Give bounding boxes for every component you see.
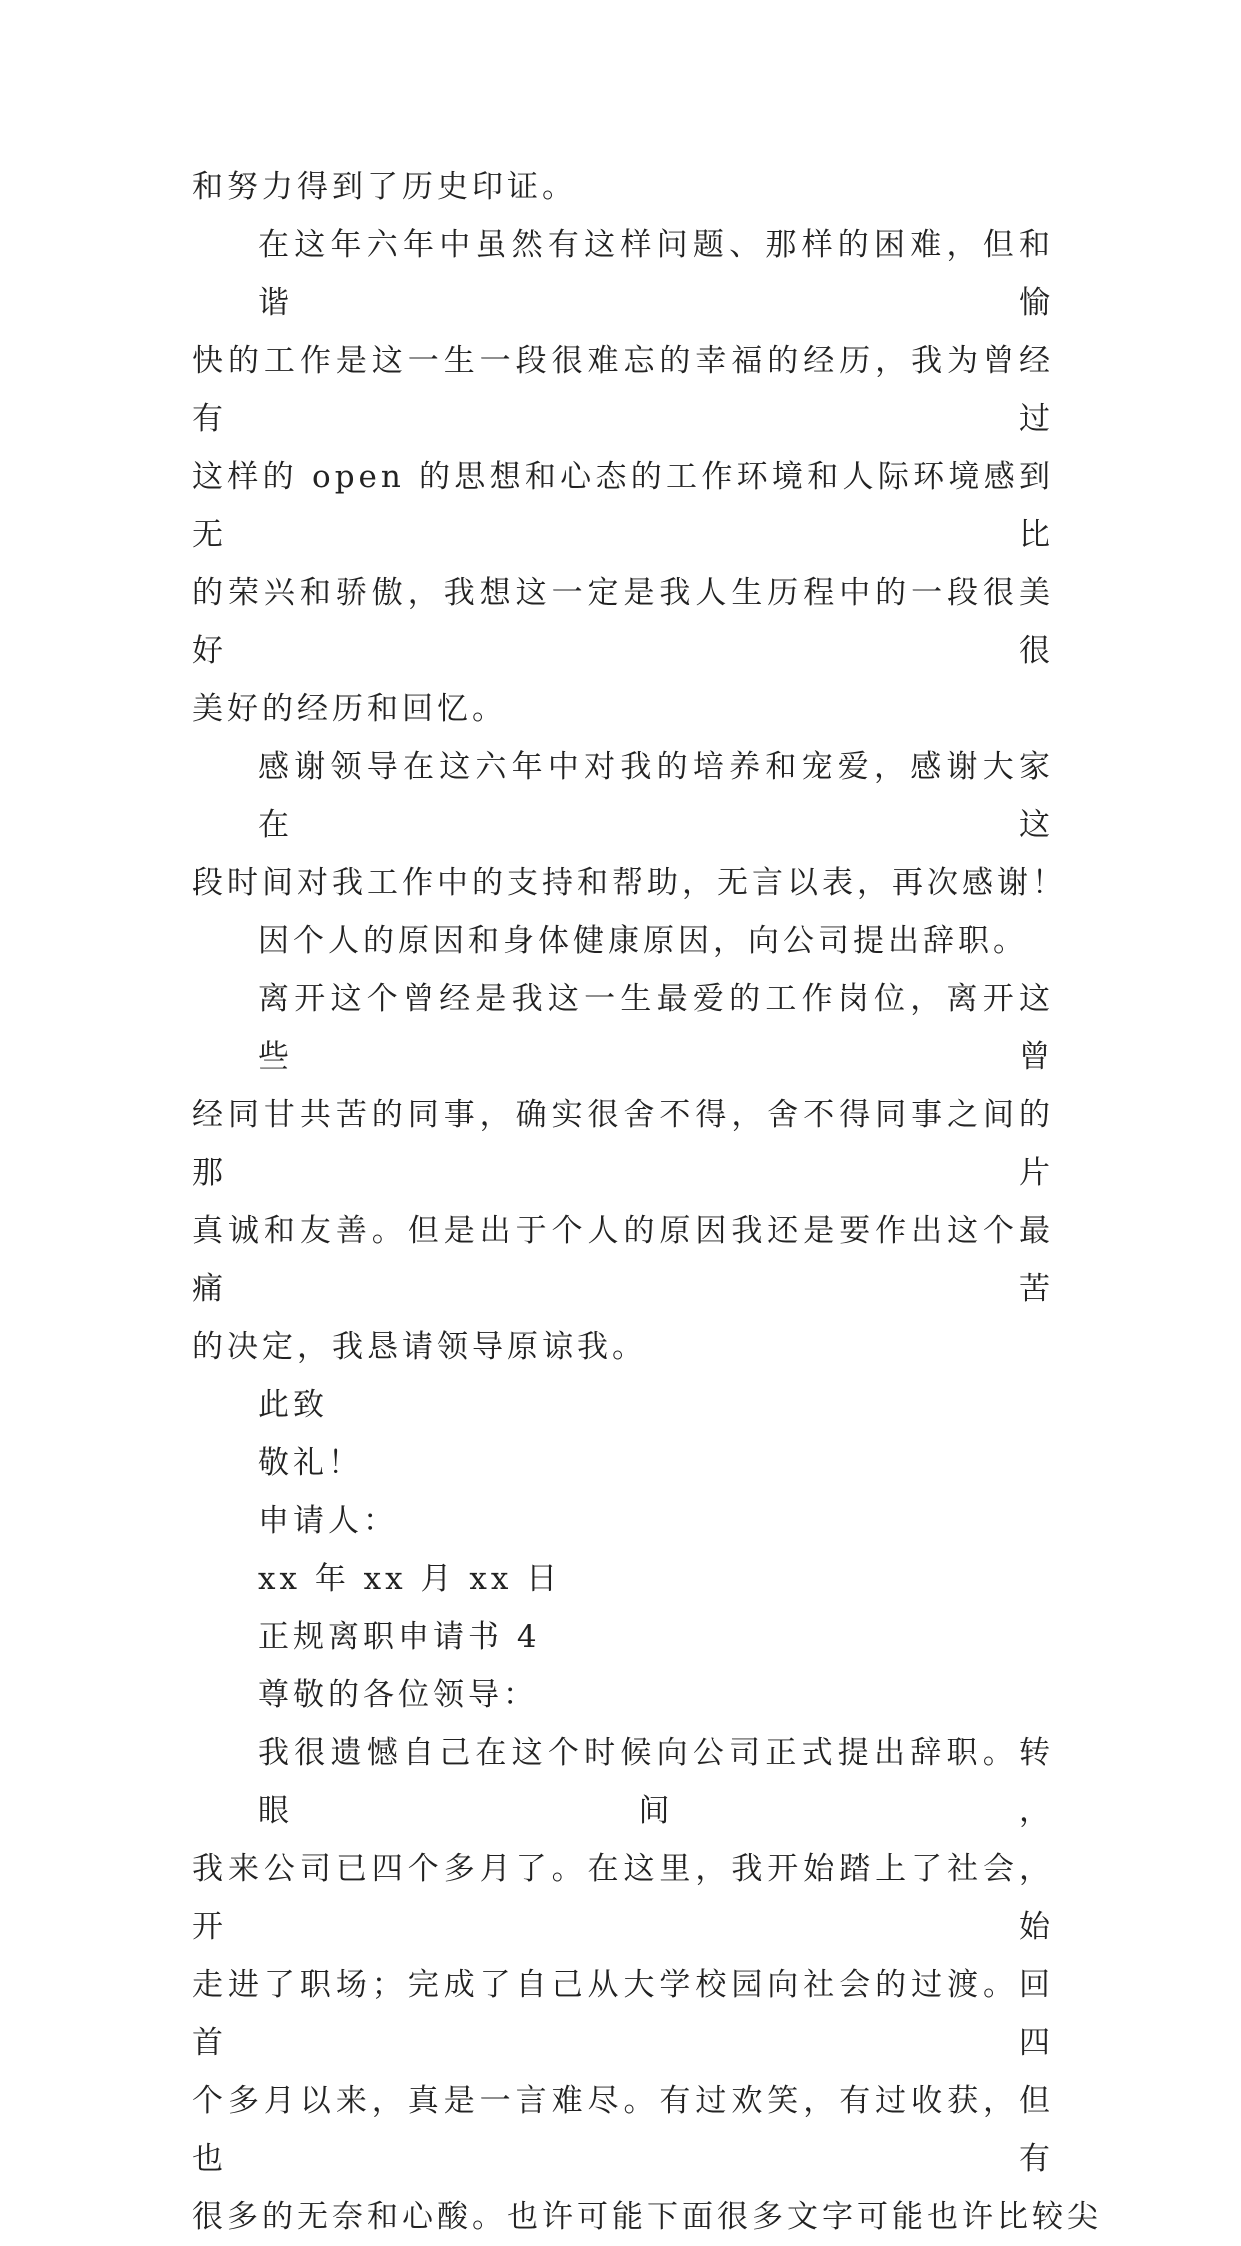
text-line: 很多的无奈和心酸。也许可能下面很多文字可能也许比较尖 (192, 2199, 1102, 2235)
paragraph (192, 1608, 1054, 1666)
paragraph (192, 970, 1054, 1376)
text-line: 在这年六年中虽然有这样问题、那样的困难，但和谐愉 (258, 227, 1054, 321)
paragraph (192, 1724, 1102, 2246)
paragraph (192, 216, 1054, 738)
paragraph (192, 912, 1054, 970)
text-line: 我很遗憾自己在这个时候向公司正式提出辞职。转眼间， (258, 1735, 1054, 1829)
text-line: 美好的经历和回忆。 (192, 691, 507, 727)
text-line: 此致 (258, 1387, 328, 1423)
text-line: 申请人： (258, 1503, 398, 1539)
text-line: xx 年 xx 月 xx 日 (258, 1561, 562, 1597)
text-line: 的荣兴和骄傲，我想这一定是我人生历程中的一段很美好很 (192, 575, 1054, 669)
text-line: 因个人的原因和身体健康原因，向公司提出辞职。 (258, 923, 1028, 959)
text-line: 快的工作是这一生一段很难忘的幸福的经历，我为曾经有过 (192, 343, 1054, 437)
document-body (192, 158, 1102, 2246)
text-line: 经同甘共苦的同事，确实很舍不得，舍不得同事之间的那片 (192, 1097, 1054, 1191)
paragraph (192, 1434, 1054, 1492)
paragraph (192, 1492, 1054, 1550)
paragraph (192, 738, 1067, 912)
text-line: 这样的 open 的思想和心态的工作环境和人际环境感到无比 (192, 459, 1054, 553)
paragraph (192, 1666, 1054, 1724)
text-line: 感谢领导在这六年中对我的培养和宠爱，感谢大家在这 (258, 749, 1054, 843)
text-line: 我来公司已四个多月了。在这里，我开始踏上了社会，开始 (192, 1851, 1054, 1945)
text-line: 和努力得到了历史印证。 (192, 169, 577, 205)
text-line: 的决定，我恳请领导原谅我。 (192, 1329, 647, 1365)
text-line: 离开这个曾经是我这一生最爱的工作岗位，离开这些曾 (258, 981, 1054, 1075)
text-line: 个多月以来，真是一言难尽。有过欢笑，有过收获，但也有 (192, 2083, 1054, 2177)
paragraph (192, 1550, 1054, 1608)
text-line: 真诚和友善。但是出于个人的原因我还是要作出这个最痛苦 (192, 1213, 1054, 1307)
paragraph (192, 1376, 1054, 1434)
text-line: 走进了职场；完成了自己从大学校园向社会的过渡。回首四 (192, 1967, 1054, 2061)
text-line: 敬礼！ (258, 1445, 363, 1481)
text-line: 正规离职申请书 4 (258, 1619, 541, 1655)
text-line: 段时间对我工作中的支持和帮助，无言以表，再次感谢！ (192, 865, 1067, 901)
paragraph (192, 158, 1054, 216)
text-line: 尊敬的各位领导： (258, 1677, 538, 1713)
